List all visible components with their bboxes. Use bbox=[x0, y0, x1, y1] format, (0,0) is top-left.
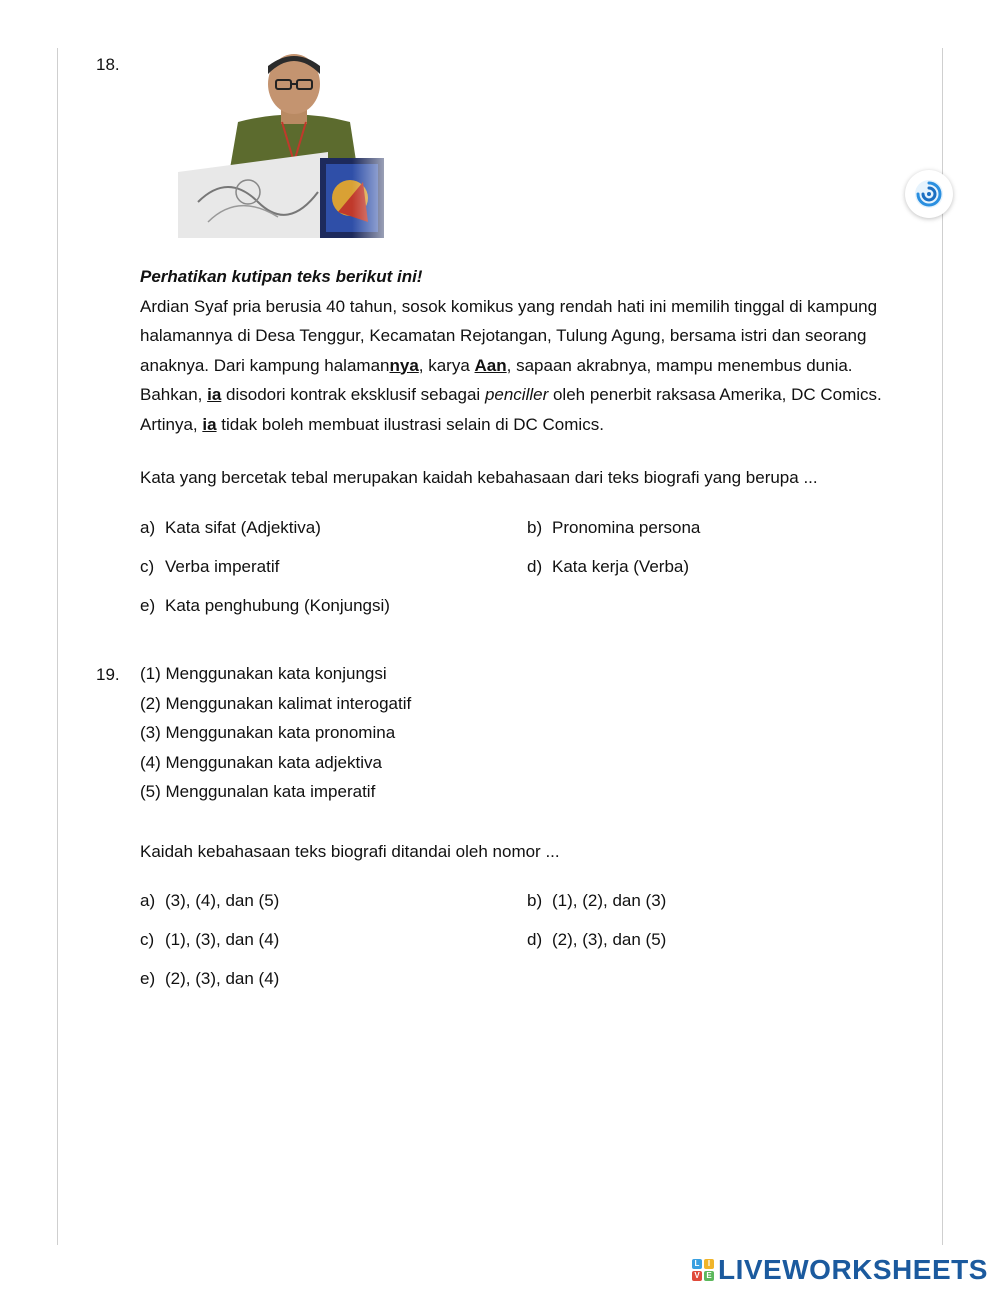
option-letter: e) bbox=[140, 596, 156, 615]
logo-text: LIVEWORKSHEETS bbox=[718, 1254, 988, 1285]
passage-text: anaknya. Dari kampung halaman bbox=[140, 355, 390, 375]
option-letter: c) bbox=[140, 930, 155, 949]
passage-line-2: halamannya di Desa Tenggur, Kecamatan Rejotangan, Tulung Agung, bersama istri dan seorang bbox=[140, 326, 867, 345]
list-item: (5) Menggunalan kata imperatif bbox=[140, 782, 376, 801]
question-18-instruction: Perhatikan kutipan teks berikut ini! bbox=[140, 267, 423, 286]
option-letter: d) bbox=[527, 930, 543, 949]
passage-text: disodori kontrak eksklusif sebagai bbox=[221, 385, 485, 404]
question-19-number: 19. bbox=[96, 665, 120, 684]
q18-option-b[interactable] bbox=[527, 518, 700, 538]
passage-line-3 bbox=[140, 351, 900, 381]
question-19-list bbox=[140, 659, 900, 807]
logo-tile: V bbox=[692, 1271, 702, 1281]
page-right-border bbox=[942, 48, 943, 1245]
option-text: (2), (3), dan (5) bbox=[552, 930, 667, 949]
question-18-number: 18. bbox=[96, 55, 120, 74]
passage-text: Artinya, bbox=[140, 414, 203, 434]
option-letter: d) bbox=[527, 557, 543, 576]
option-letter: b) bbox=[527, 891, 543, 910]
passage-line-4 bbox=[140, 380, 900, 410]
italic-word-penciller: penciller bbox=[484, 385, 549, 404]
option-letter: c) bbox=[140, 557, 155, 576]
option-text: Kata kerja (Verba) bbox=[552, 557, 690, 576]
list-item: (4) Menggunakan kata adjektiva bbox=[140, 752, 382, 772]
logo-tile: L bbox=[692, 1259, 702, 1269]
option-text: Verba imperatif bbox=[165, 557, 280, 576]
passage-text: Bahkan, bbox=[140, 385, 208, 404]
bold-word-aan: Aan bbox=[474, 355, 507, 375]
swirl-icon bbox=[913, 178, 945, 210]
liveworksheets-logo[interactable] bbox=[692, 1255, 988, 1285]
question-18-prompt: Kata yang bercetak tebal merupakan kaidah kebahasaan dari teks biografi yang berupa ... bbox=[140, 468, 818, 487]
option-text: Kata sifat (Adjektiva) bbox=[165, 518, 321, 537]
bold-word-nya: nya bbox=[389, 355, 419, 375]
option-text: (1), (2), dan (3) bbox=[552, 891, 667, 910]
option-text: Pronomina persona bbox=[552, 518, 701, 537]
q19-option-a[interactable] bbox=[140, 891, 279, 911]
logo-tiles-icon bbox=[692, 1259, 714, 1281]
passage-text: tidak boleh membuat ilustrasi selain di DC Comics. bbox=[216, 414, 604, 434]
assistant-button[interactable] bbox=[905, 170, 953, 218]
question-18-block bbox=[140, 262, 900, 439]
question-19-prompt: Kaidah kebahasaan teks biografi ditandai oleh nomor ... bbox=[140, 842, 560, 861]
option-text: (3), (4), dan (5) bbox=[165, 891, 280, 910]
passage-text: , karya bbox=[418, 355, 475, 375]
q18-option-a[interactable] bbox=[140, 518, 321, 538]
q19-option-c[interactable] bbox=[140, 930, 279, 950]
option-text: Kata penghubung (Konjungsi) bbox=[165, 596, 390, 615]
list-item: (2) Menggunakan kalimat interogatif bbox=[140, 693, 412, 713]
passage-text: oleh penerbit raksasa Amerika, DC Comics. bbox=[548, 385, 882, 404]
comic-artist-photo bbox=[178, 52, 410, 238]
passage-line-1: Ardian Syaf pria berusia 40 tahun, sosok komikus yang rendah hati ini memilih tinggal di kampung bbox=[140, 296, 878, 316]
page-left-border bbox=[57, 48, 58, 1245]
option-letter: e) bbox=[140, 969, 156, 988]
option-letter: b) bbox=[527, 518, 543, 537]
bold-word-ia: ia bbox=[202, 414, 217, 434]
q18-option-c[interactable] bbox=[140, 557, 279, 577]
logo-tile: I bbox=[704, 1259, 714, 1269]
q18-option-e[interactable] bbox=[140, 596, 390, 616]
q19-option-b[interactable] bbox=[527, 891, 666, 911]
q19-option-d[interactable] bbox=[527, 930, 666, 950]
logo-tile: E bbox=[704, 1271, 714, 1281]
option-letter: a) bbox=[140, 891, 156, 910]
passage-text: , sapaan akrabnya, mampu menembus dunia. bbox=[506, 355, 853, 375]
list-item: (1) Menggunakan kata konjungsi bbox=[140, 664, 387, 683]
passage-line-5 bbox=[140, 410, 900, 440]
option-letter: a) bbox=[140, 518, 156, 537]
list-item: (3) Menggunakan kata pronomina bbox=[140, 723, 396, 742]
q19-option-e[interactable] bbox=[140, 969, 279, 989]
option-text: (2), (3), dan (4) bbox=[165, 969, 280, 988]
option-text: (1), (3), dan (4) bbox=[165, 930, 280, 949]
bold-word-ia: ia bbox=[207, 385, 222, 404]
q18-option-d[interactable] bbox=[527, 557, 689, 577]
